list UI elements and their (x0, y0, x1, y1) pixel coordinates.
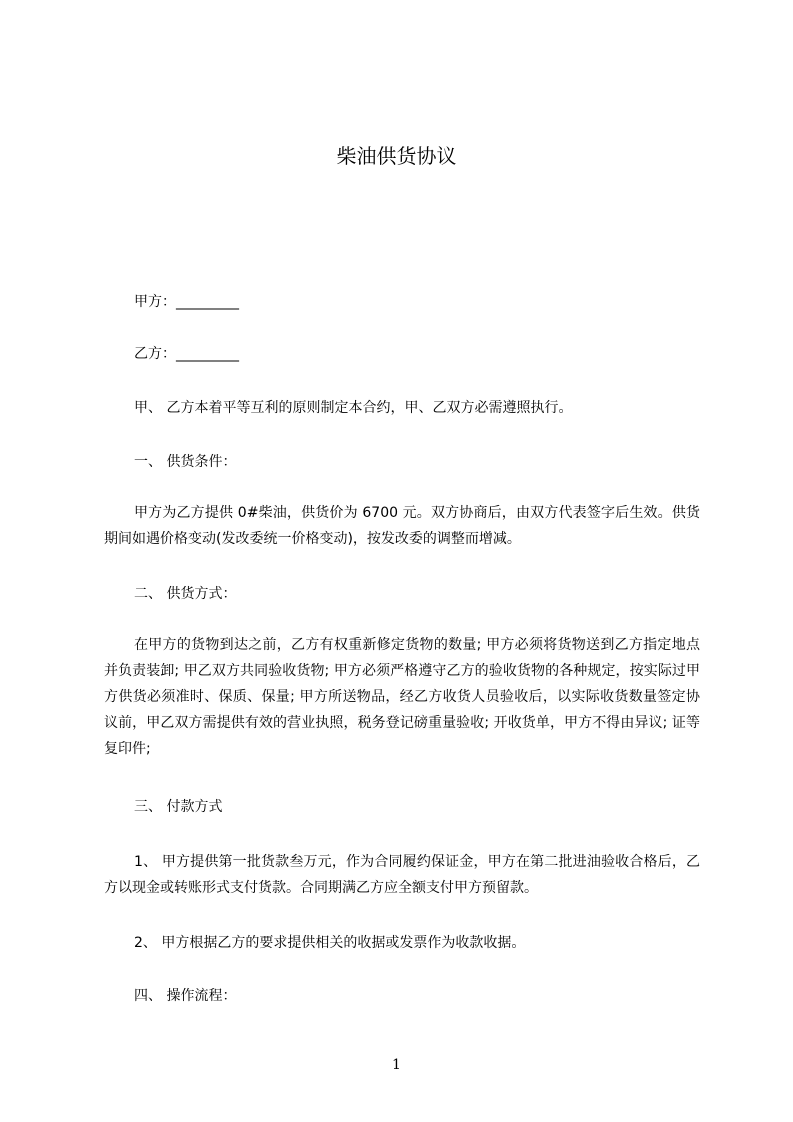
section-heading-3: 三、 付款方式 (134, 799, 223, 815)
preamble-text: 甲、 乙方本着平等互利的原则制定本合约，甲、乙双方必需遵照执行。 (134, 400, 573, 416)
section-3-paragraph-2: 2、 甲方根据乙方的要求提供相关的收据或发票作为收款收据。 (134, 935, 526, 951)
section-2-paragraph: 在甲方的货物到达之前，乙方有权重新修定货物的数量; 甲方必须将货物送到乙方指定地点并负责装卸; 甲乙双方共同验收货物; 甲方必须严格遵守乙方的验收货物的各种规定，按实际过甲方供货必须准时、保质、保量; 甲方所送物品，经乙方收货人员验收后，以实际收货数量签定协议前，甲乙双方需提供有效的营业执照，税务登记磅重量验收; 开收货单，甲方不得由异议; 证等复印件; (104, 637, 700, 757)
party-a-line: 甲方：_________ (134, 294, 239, 310)
section-heading-4: 四、 操作流程： (134, 988, 237, 1004)
party-b-line: 乙方：_________ (134, 346, 239, 362)
section-1-paragraph: 甲方为乙方提供 0#柴油，供货价为 6700 元。双方协商后，由双方代表签字后生效。供货期间如遇价格变动(发改委统一价格变动)，按发改委的调整而增减。 (104, 505, 700, 547)
section-3-paragraph-1: 1、 甲方提供第一批货款叁万元，作为合同履约保证金，甲方在第二批进油验收合格后，乙方以现金或转账形式支付货款。合同期满乙方应全额支付甲方预留款。 (104, 854, 700, 896)
document-title: 柴油供货协议 (336, 144, 457, 168)
section-heading-2: 二、 供货方式： (134, 586, 237, 602)
page-number: 1 (392, 1057, 401, 1073)
section-heading-1: 一、 供货条件： (134, 454, 237, 470)
